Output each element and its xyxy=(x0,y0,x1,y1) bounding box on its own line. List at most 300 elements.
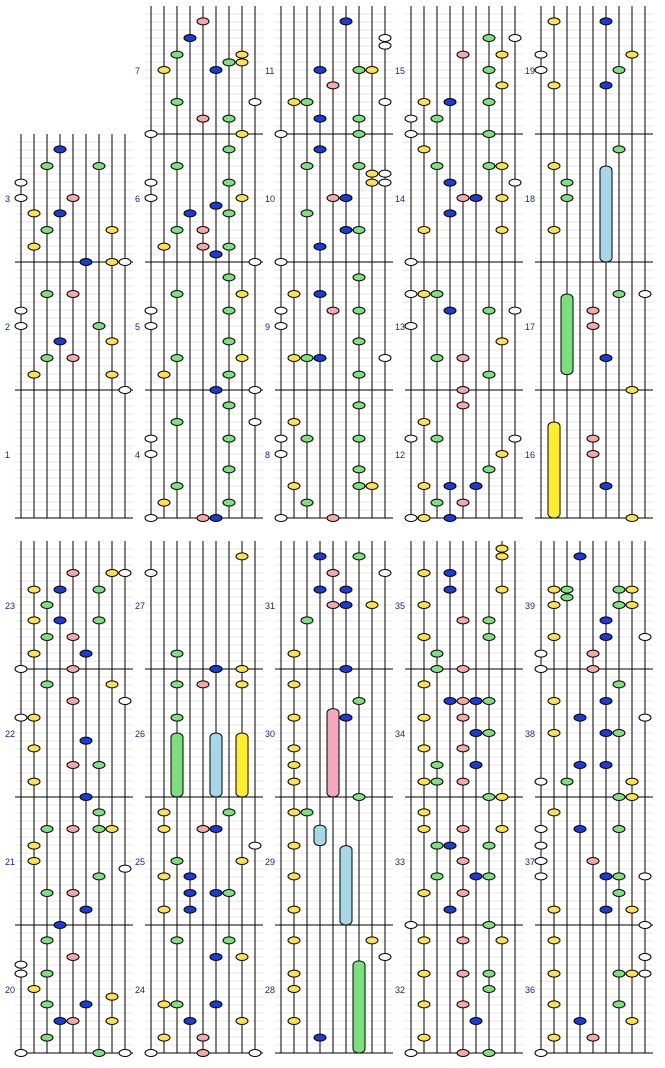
note-chip xyxy=(639,714,651,721)
note-chip xyxy=(405,515,417,522)
note-chip xyxy=(457,1001,469,1008)
note-chip xyxy=(93,873,105,880)
note-chip xyxy=(535,1050,547,1057)
note-chip xyxy=(223,890,235,897)
long-note xyxy=(236,733,248,797)
note-chip xyxy=(223,146,235,153)
note-chip xyxy=(288,1018,300,1025)
note-chip xyxy=(275,515,287,522)
note-chip xyxy=(431,435,443,442)
note-chip xyxy=(405,435,417,442)
measure-number: 30 xyxy=(265,729,276,739)
note-chip xyxy=(67,698,79,705)
measure-number: 36 xyxy=(525,985,536,995)
note-chip xyxy=(158,1001,170,1008)
note-chip xyxy=(626,778,638,785)
note-chip xyxy=(145,1050,157,1057)
note-chip xyxy=(158,906,170,913)
note-chip xyxy=(223,59,235,66)
note-chip xyxy=(613,970,625,977)
note-chip xyxy=(197,1034,209,1041)
note-chip xyxy=(587,650,599,657)
note-chip xyxy=(327,570,339,577)
note-chip xyxy=(288,986,300,993)
note-chip xyxy=(41,890,53,897)
note-chip xyxy=(353,435,365,442)
note-chip xyxy=(431,355,443,362)
note-chip xyxy=(236,681,248,688)
note-chip xyxy=(106,227,118,234)
note-chip xyxy=(171,355,183,362)
note-chip xyxy=(210,251,222,258)
note-chip xyxy=(210,666,222,673)
note-chip xyxy=(145,515,157,522)
note-chip xyxy=(457,195,469,202)
note-chip xyxy=(535,778,547,785)
note-chip xyxy=(535,650,547,657)
note-chip xyxy=(431,291,443,298)
note-chip xyxy=(548,82,560,89)
measure-number: 15 xyxy=(395,66,406,76)
measure-number: 16 xyxy=(525,450,536,460)
note-chip xyxy=(223,210,235,217)
note-chip xyxy=(54,338,66,345)
measure-number: 37 xyxy=(525,857,536,867)
note-chip xyxy=(483,99,495,106)
note-chip xyxy=(574,1018,586,1025)
note-chip xyxy=(249,842,261,849)
measure-number: 21 xyxy=(5,857,16,867)
note-chip xyxy=(483,35,495,42)
measure-number: 12 xyxy=(395,450,406,460)
note-chip xyxy=(223,274,235,281)
note-chip xyxy=(288,937,300,944)
note-chip xyxy=(210,1001,222,1008)
note-chip xyxy=(418,681,430,688)
note-chip xyxy=(548,809,560,816)
note-chip xyxy=(106,371,118,378)
note-chip xyxy=(379,570,391,577)
measure-number: 22 xyxy=(5,729,16,739)
note-chip xyxy=(184,35,196,42)
note-chip xyxy=(223,338,235,345)
measure-number: 10 xyxy=(265,194,276,204)
note-chip xyxy=(483,466,495,473)
note-chip xyxy=(496,195,508,202)
note-chip xyxy=(28,586,40,593)
note-chip xyxy=(600,730,612,737)
note-chip xyxy=(15,666,27,673)
note-chip xyxy=(353,115,365,122)
note-chip xyxy=(288,419,300,426)
note-chip xyxy=(444,515,456,522)
note-chip xyxy=(535,842,547,849)
note-chip xyxy=(444,179,456,186)
note-chip xyxy=(470,730,482,737)
note-chip xyxy=(470,483,482,490)
note-chip xyxy=(509,307,521,314)
measure-24 xyxy=(135,925,263,1053)
note-chip xyxy=(353,698,365,705)
measure-number: 26 xyxy=(135,729,146,739)
note-chip xyxy=(600,617,612,624)
note-chip xyxy=(41,826,53,833)
note-chip xyxy=(548,227,560,234)
note-chip xyxy=(431,778,443,785)
note-chip xyxy=(80,737,92,744)
note-chip xyxy=(366,602,378,609)
note-chip xyxy=(340,227,352,234)
note-chip xyxy=(496,553,508,560)
note-chip xyxy=(210,202,222,209)
note-chip xyxy=(587,323,599,330)
note-chip xyxy=(457,355,469,362)
note-chip xyxy=(314,1034,326,1041)
note-chip xyxy=(613,586,625,593)
measure-7 xyxy=(135,6,263,134)
note-chip xyxy=(236,51,248,58)
note-chip xyxy=(457,617,469,624)
note-chip xyxy=(418,809,430,816)
note-chip xyxy=(327,602,339,609)
note-chip xyxy=(353,794,365,801)
note-chip xyxy=(613,681,625,688)
note-chip xyxy=(158,1034,170,1041)
note-chip xyxy=(15,970,27,977)
note-chip xyxy=(457,826,469,833)
note-chip xyxy=(288,99,300,106)
note-chip xyxy=(444,842,456,849)
measure-21 xyxy=(5,797,133,925)
note-chip xyxy=(171,163,183,170)
note-chip xyxy=(561,594,573,601)
note-chip xyxy=(93,762,105,769)
measure-number: 39 xyxy=(525,601,536,611)
note-chip xyxy=(483,617,495,624)
note-chip xyxy=(613,291,625,298)
note-chip xyxy=(587,435,599,442)
note-chip xyxy=(353,466,365,473)
note-chip xyxy=(301,210,313,217)
note-chip xyxy=(626,970,638,977)
long-note xyxy=(561,294,573,375)
note-chip xyxy=(561,778,573,785)
note-chip xyxy=(483,794,495,801)
note-chip xyxy=(509,179,521,186)
note-chip xyxy=(496,82,508,89)
note-chip xyxy=(366,483,378,490)
note-chip xyxy=(496,451,508,458)
note-chip xyxy=(275,131,287,138)
long-note xyxy=(340,846,352,925)
note-chip xyxy=(28,986,40,993)
note-chip xyxy=(288,650,300,657)
note-chip xyxy=(626,794,638,801)
note-chip xyxy=(171,99,183,106)
note-chip xyxy=(210,890,222,897)
note-chip xyxy=(80,259,92,266)
note-chip xyxy=(548,1034,560,1041)
note-chip xyxy=(548,18,560,25)
note-chip xyxy=(496,937,508,944)
note-chip xyxy=(483,873,495,880)
note-chip xyxy=(223,435,235,442)
note-chip xyxy=(171,51,183,58)
note-chip xyxy=(639,873,651,880)
note-chip xyxy=(418,826,430,833)
note-chip xyxy=(28,617,40,624)
note-chip xyxy=(106,259,118,266)
note-chip xyxy=(405,291,417,298)
note-chip xyxy=(639,970,651,977)
measure-15 xyxy=(395,6,523,134)
note-chip xyxy=(496,338,508,345)
note-chip xyxy=(353,307,365,314)
note-chip xyxy=(470,1018,482,1025)
long-note xyxy=(327,709,339,797)
note-chip xyxy=(314,291,326,298)
note-chip xyxy=(483,307,495,314)
note-chip xyxy=(353,131,365,138)
note-chip xyxy=(483,163,495,170)
note-chip xyxy=(67,762,79,769)
note-chip xyxy=(561,586,573,593)
note-chip xyxy=(41,634,53,641)
note-chip xyxy=(639,634,651,641)
note-chip xyxy=(600,762,612,769)
note-chip xyxy=(54,922,66,929)
note-chip xyxy=(93,826,105,833)
note-chip xyxy=(67,826,79,833)
note-chip xyxy=(626,515,638,522)
note-chip xyxy=(561,195,573,202)
note-chip xyxy=(457,387,469,394)
note-chip xyxy=(379,42,391,49)
note-chip xyxy=(301,617,313,624)
note-chip xyxy=(236,954,248,961)
measure-number: 24 xyxy=(135,985,146,995)
note-chip xyxy=(54,146,66,153)
note-chip xyxy=(496,227,508,234)
note-chip xyxy=(613,146,625,153)
note-chip xyxy=(535,666,547,673)
note-chip xyxy=(249,259,261,266)
note-chip xyxy=(184,210,196,217)
note-chip xyxy=(158,809,170,816)
note-chip xyxy=(405,131,417,138)
note-chip xyxy=(548,906,560,913)
note-chip xyxy=(249,1050,261,1057)
note-chip xyxy=(496,163,508,170)
note-chip xyxy=(210,67,222,74)
note-chip xyxy=(28,210,40,217)
measure-number: 38 xyxy=(525,729,536,739)
note-chip xyxy=(457,1050,469,1057)
note-chip xyxy=(600,698,612,705)
note-chip xyxy=(353,163,365,170)
note-chip xyxy=(236,131,248,138)
measure-number: 13 xyxy=(395,322,406,332)
note-chip xyxy=(314,243,326,250)
note-chip xyxy=(28,778,40,785)
note-chip xyxy=(106,338,118,345)
note-chip xyxy=(236,1018,248,1025)
note-chip xyxy=(41,681,53,688)
note-chip xyxy=(418,99,430,106)
note-chip xyxy=(41,937,53,944)
note-chip xyxy=(509,435,521,442)
note-chip xyxy=(496,586,508,593)
note-chip xyxy=(171,1001,183,1008)
note-chip xyxy=(184,890,196,897)
note-chip xyxy=(418,483,430,490)
note-chip xyxy=(548,1001,560,1008)
note-chip xyxy=(379,179,391,186)
note-chip xyxy=(314,115,326,122)
long-note xyxy=(314,825,326,845)
measure-number: 19 xyxy=(525,66,536,76)
note-chip xyxy=(197,243,209,250)
note-chip xyxy=(340,195,352,202)
note-chip xyxy=(301,435,313,442)
note-chip xyxy=(314,586,326,593)
note-chip xyxy=(119,865,131,872)
note-chip xyxy=(626,51,638,58)
note-chip xyxy=(236,291,248,298)
note-chip xyxy=(171,714,183,721)
note-chip xyxy=(15,714,27,721)
note-chip xyxy=(340,666,352,673)
note-chip xyxy=(639,291,651,298)
note-chip xyxy=(418,291,430,298)
note-chip xyxy=(626,586,638,593)
note-chip xyxy=(158,499,170,506)
note-chip xyxy=(54,617,66,624)
note-chip xyxy=(444,99,456,106)
note-chip xyxy=(418,227,430,234)
note-chip xyxy=(600,873,612,880)
note-chip xyxy=(379,355,391,362)
note-chip xyxy=(379,170,391,177)
note-chip xyxy=(171,419,183,426)
note-chip xyxy=(119,1050,131,1057)
measure-number: 25 xyxy=(135,857,146,867)
note-chip xyxy=(197,18,209,25)
note-chip xyxy=(288,355,300,362)
note-chip xyxy=(54,210,66,217)
note-chip xyxy=(223,466,235,473)
note-chip xyxy=(41,970,53,977)
note-chip xyxy=(197,681,209,688)
note-chip xyxy=(444,570,456,577)
note-chip xyxy=(470,762,482,769)
measure-18 xyxy=(525,134,653,262)
note-chip xyxy=(184,906,196,913)
note-chip xyxy=(613,67,625,74)
note-chip xyxy=(353,483,365,490)
measure-number: 18 xyxy=(525,194,536,204)
note-chip xyxy=(171,937,183,944)
long-note xyxy=(353,961,365,1053)
note-chip xyxy=(418,714,430,721)
measure-36 xyxy=(525,925,653,1053)
note-chip xyxy=(509,35,521,42)
note-chip xyxy=(457,858,469,865)
note-chip xyxy=(197,1050,209,1057)
note-chip xyxy=(210,515,222,522)
note-chip xyxy=(158,873,170,880)
note-chip xyxy=(626,387,638,394)
measure-number: 3 xyxy=(5,194,11,204)
note-chip xyxy=(483,970,495,977)
note-chip xyxy=(483,986,495,993)
note-chip xyxy=(418,570,430,577)
note-chip xyxy=(314,553,326,560)
note-chip xyxy=(418,419,430,426)
note-chip xyxy=(405,922,417,929)
note-chip xyxy=(158,67,170,74)
note-chip xyxy=(340,586,352,593)
note-chip xyxy=(67,634,79,641)
measure-number: 11 xyxy=(265,66,275,76)
note-chip xyxy=(470,873,482,880)
note-chip xyxy=(483,371,495,378)
note-chip xyxy=(80,650,92,657)
note-chip xyxy=(548,586,560,593)
note-chip xyxy=(197,227,209,234)
note-chip xyxy=(67,666,79,673)
note-chip xyxy=(288,745,300,752)
note-chip xyxy=(600,18,612,25)
note-chip xyxy=(145,307,157,314)
note-chip xyxy=(41,163,53,170)
note-chip xyxy=(548,937,560,944)
note-chip xyxy=(626,1018,638,1025)
note-chip xyxy=(483,67,495,74)
note-chip xyxy=(613,794,625,801)
measure-number: 1 xyxy=(5,450,11,460)
note-chip xyxy=(158,826,170,833)
note-chip xyxy=(548,602,560,609)
note-chip xyxy=(535,51,547,58)
measure-23 xyxy=(5,541,133,669)
note-chip xyxy=(535,67,547,74)
note-chip xyxy=(496,545,508,552)
note-chip xyxy=(171,681,183,688)
note-chip xyxy=(574,762,586,769)
note-chip xyxy=(496,51,508,58)
note-chip xyxy=(405,259,417,266)
note-chip xyxy=(418,745,430,752)
note-chip xyxy=(301,355,313,362)
note-chip xyxy=(366,179,378,186)
note-chip xyxy=(483,1050,495,1057)
note-chip xyxy=(418,937,430,944)
note-chip xyxy=(483,730,495,737)
note-chip xyxy=(431,873,443,880)
note-chip xyxy=(587,666,599,673)
measure-number: 27 xyxy=(135,601,146,611)
note-chip xyxy=(184,1018,196,1025)
note-chip xyxy=(496,826,508,833)
note-chip xyxy=(548,730,560,737)
note-chip xyxy=(366,67,378,74)
note-chip xyxy=(106,1018,118,1025)
note-chip xyxy=(41,1034,53,1041)
note-chip xyxy=(67,195,79,202)
note-chip xyxy=(327,82,339,89)
note-chip xyxy=(353,338,365,345)
